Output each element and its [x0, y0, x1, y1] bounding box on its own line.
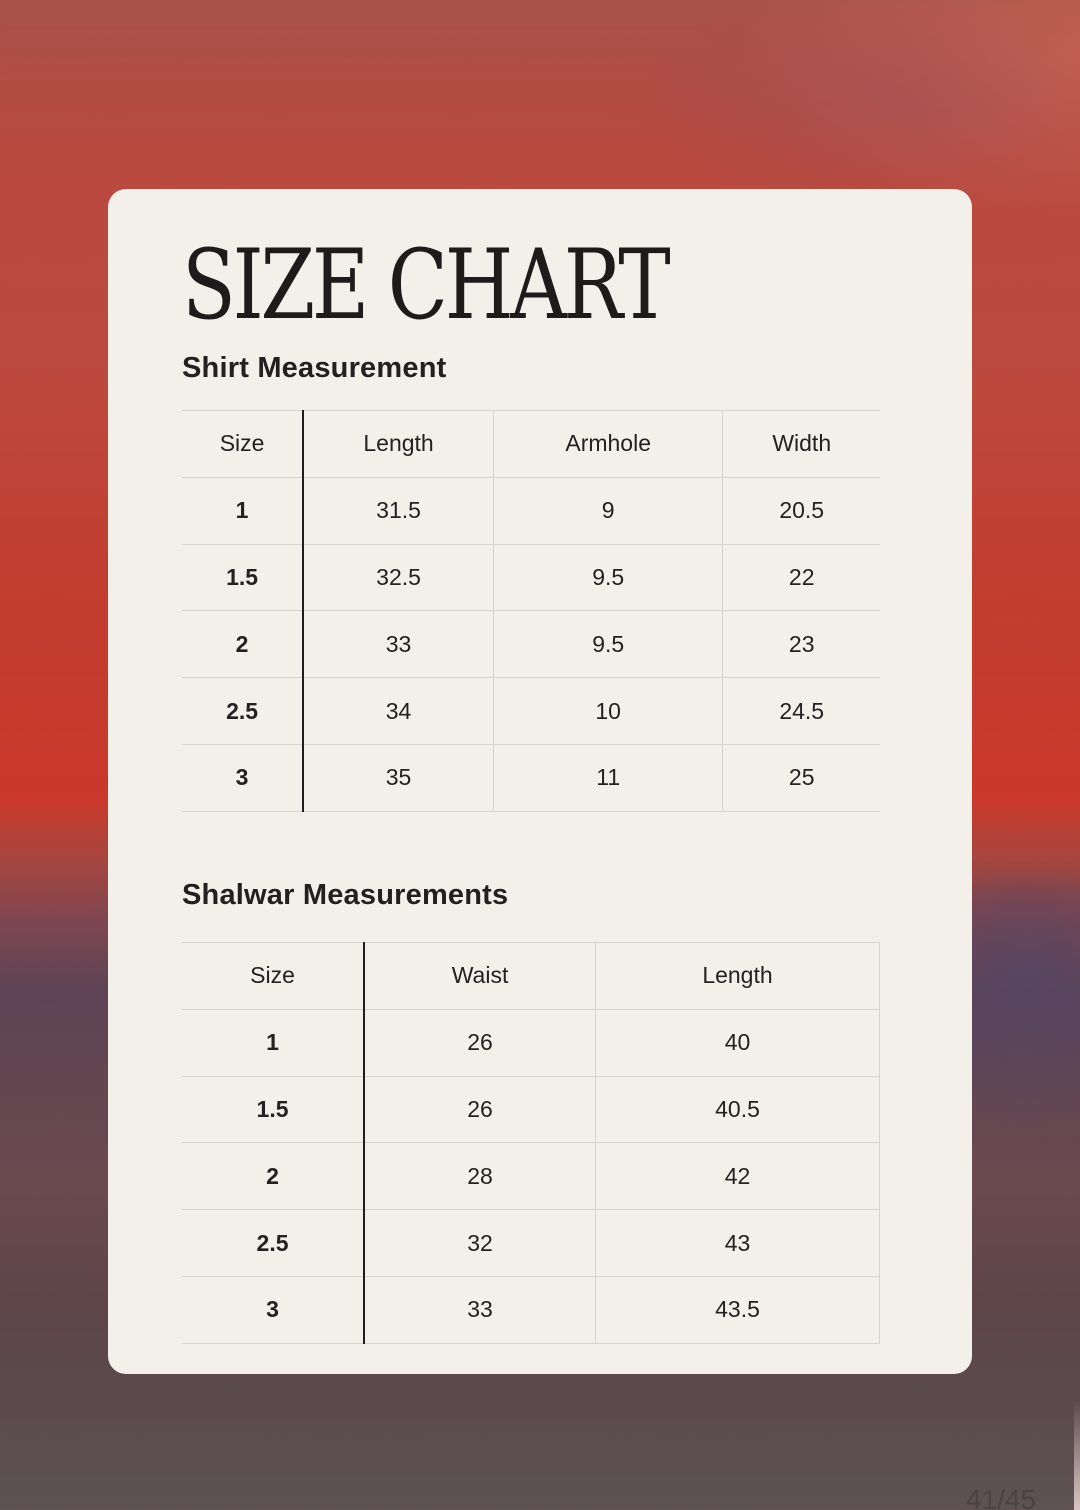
length-cell: 40.5 [596, 1076, 880, 1143]
column-header-width: Width [723, 411, 880, 478]
table-header-row [182, 943, 880, 1010]
size-cell: 3 [182, 744, 303, 811]
column-header-length: Length [303, 411, 493, 478]
size-cell: 2.5 [182, 1210, 364, 1277]
width-cell: 24.5 [723, 678, 880, 745]
armhole-cell: 9 [493, 477, 722, 544]
length-cell: 35 [303, 744, 493, 811]
length-cell: 40 [596, 1009, 880, 1076]
table-row [182, 1276, 880, 1343]
column-header-size: Size [182, 411, 303, 478]
size-cell: 2.5 [182, 678, 303, 745]
table-row [182, 477, 880, 544]
shalwar-measurement-table [182, 942, 880, 1344]
width-cell: 20.5 [723, 477, 880, 544]
waist-cell: 28 [364, 1143, 595, 1210]
armhole-cell: 9.5 [493, 544, 722, 611]
width-cell: 22 [723, 544, 880, 611]
shirt-section-title: Shirt Measurement [182, 352, 447, 384]
armhole-cell: 9.5 [493, 611, 722, 678]
armhole-cell: 11 [493, 744, 722, 811]
table-row [182, 678, 880, 745]
column-header-size: Size [182, 943, 364, 1010]
waist-cell: 26 [364, 1076, 595, 1143]
table-row [182, 1210, 880, 1277]
size-cell: 2 [182, 1143, 364, 1210]
width-cell: 23 [723, 611, 880, 678]
size-cell: 3 [182, 1276, 364, 1343]
table-row [182, 544, 880, 611]
size-cell: 1 [182, 477, 303, 544]
column-header-waist: Waist [364, 943, 595, 1010]
table-row [182, 611, 880, 678]
length-cell: 42 [596, 1143, 880, 1210]
waist-cell: 33 [364, 1276, 595, 1343]
shirt-measurement-table [182, 410, 880, 812]
waist-cell: 32 [364, 1210, 595, 1277]
table-row [182, 1076, 880, 1143]
column-header-armhole: Armhole [493, 411, 722, 478]
table-row [182, 1143, 880, 1210]
page-counter: 41/45 [965, 1484, 1036, 1510]
waist-cell: 26 [364, 1009, 595, 1076]
table-row [182, 1009, 880, 1076]
size-chart-card [108, 189, 972, 1374]
table-header-row [182, 411, 880, 478]
page-title: SIZE CHART [182, 229, 668, 341]
length-cell: 33 [303, 611, 493, 678]
length-cell: 34 [303, 678, 493, 745]
size-cell: 2 [182, 611, 303, 678]
length-cell: 32.5 [303, 544, 493, 611]
length-cell: 43 [596, 1210, 880, 1277]
width-cell: 25 [723, 744, 880, 811]
table-row [182, 744, 880, 811]
size-cell: 1 [182, 1009, 364, 1076]
length-cell: 31.5 [303, 477, 493, 544]
armhole-cell: 10 [493, 678, 722, 745]
background-edge [1074, 1400, 1080, 1510]
column-header-length: Length [596, 943, 880, 1010]
size-cell: 1.5 [182, 1076, 364, 1143]
shalwar-section-title: Shalwar Measurements [182, 879, 509, 911]
size-cell: 1.5 [182, 544, 303, 611]
length-cell: 43.5 [596, 1276, 880, 1343]
